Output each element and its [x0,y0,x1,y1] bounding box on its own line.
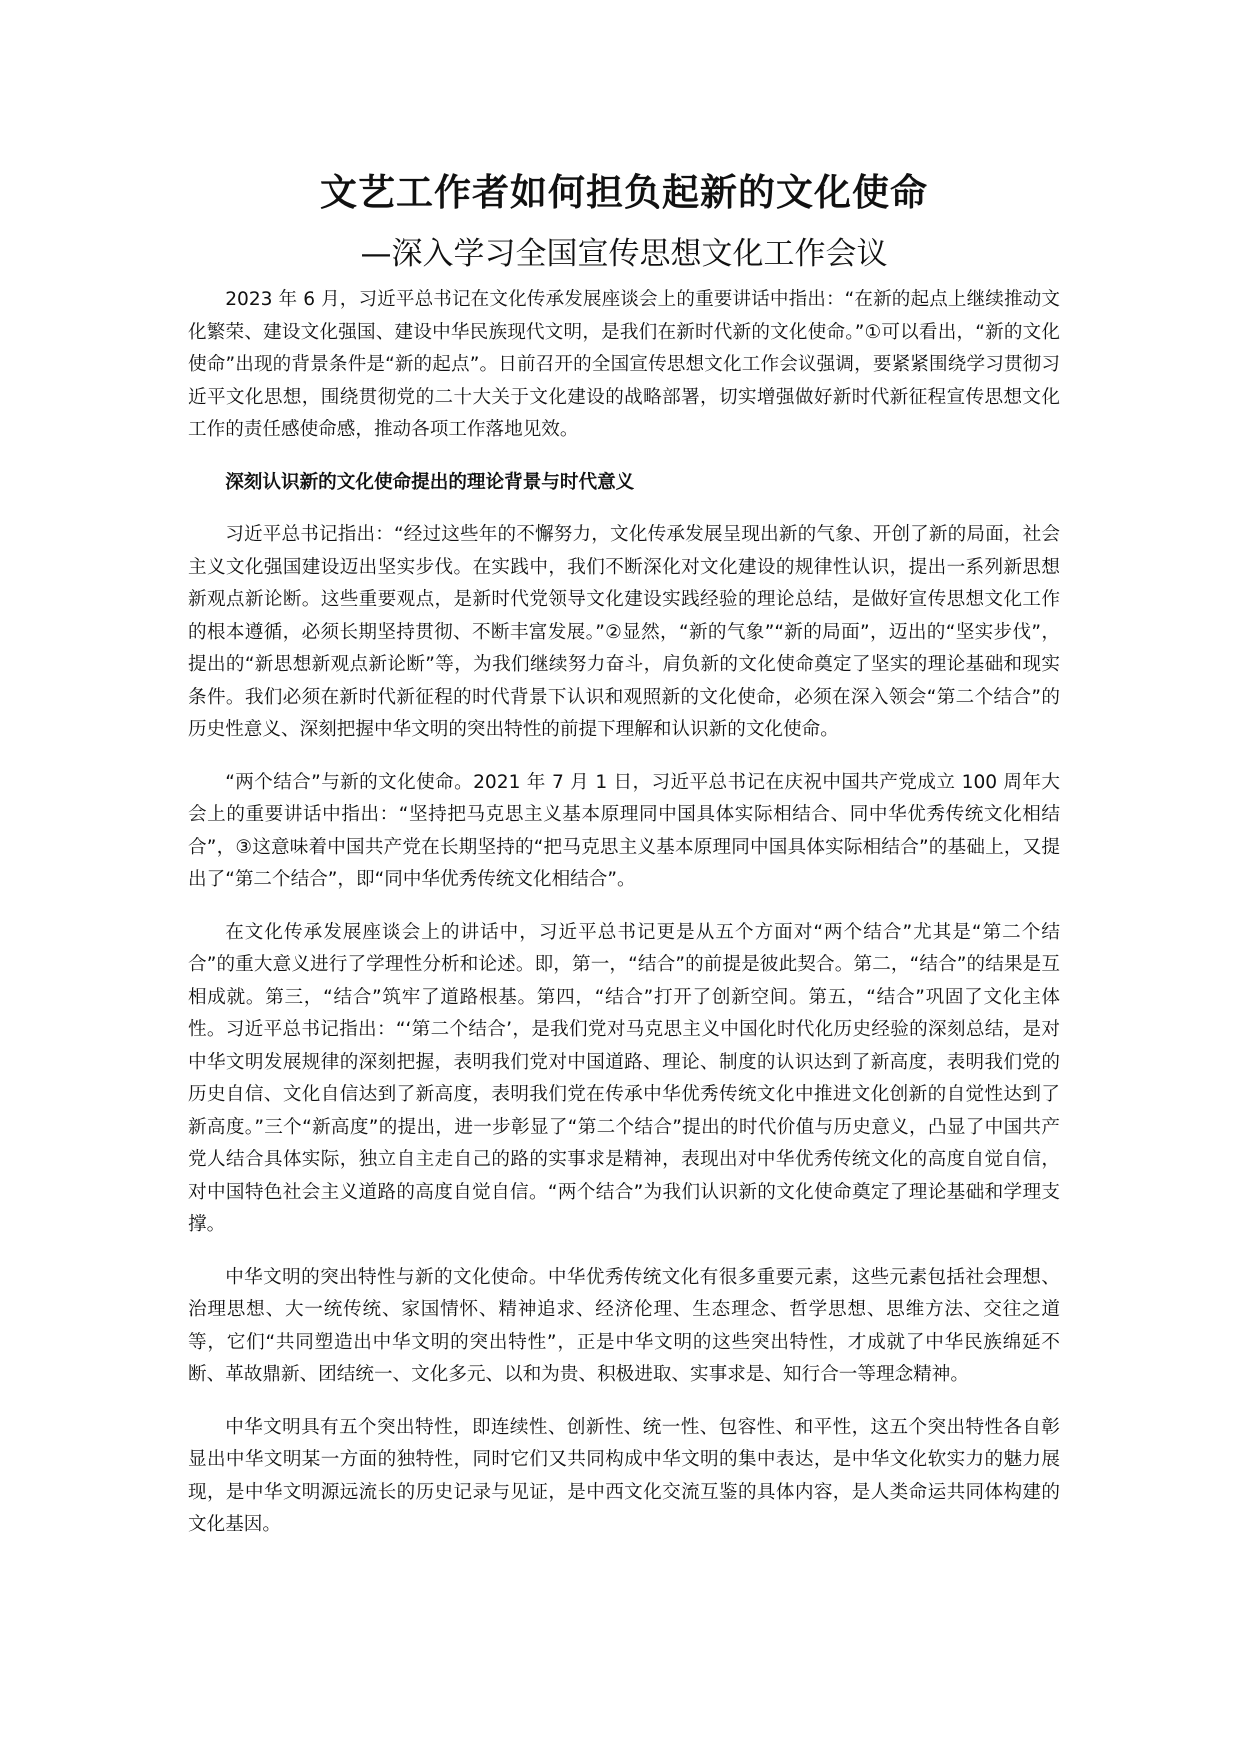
section-heading: 深刻认识新的文化使命提出的理论背景与时代意义 [225,471,635,493]
paragraph-4: 在文化传承发展座谈会上的讲话中，习近平总书记更是从五个方面对“两个结合”尤其是“第二个结合”的重大意义进行了学理性分析和论述。即，第一，“结合”的前提是彼此契合。第二，“结合”的结果是互相成就。第三，“结合”筑牢了道路根基。第四，“结合”打开了创新空间。第五，“结合”巩固了文化主体性。习近平总书记指出：“‘第二个结合’，是我们党对马克思主义中国化时代化历史经验的深刻总结，是对中华文明发展规律的深刻把握，表明我们党对中国道路、理论、制度的认识达到了新高度，表明我们党的历史自信、文化自信达到了新高度，表明我们党在传承中华优秀传统文化中推进文化创新的自觉性达到了新高度。”三个“新高度”的提出，进一步彰显了“第二个结合”提出的时代价值与历史意义，凸显了中国共产党人结合具体实际，独立自主走自己的路的实事求是精神，表现出对中华优秀传统文化的高度自觉自信，对中国特色社会主义道路的高度自觉自信。“两个结合”为我们认识新的文化使命奠定了理论基础和学理支撑。 [188,921,1060,1235]
paragraph-2: 习近平总书记指出：“经过这些年的不懈努力，文化传承发展呈现出新的气象、开创了新的局面，社会主义文化强国建设迈出坚实步伐。在实践中，我们不断深化对文化建设的规律性认识，提出一系列新思想新观点新论断。这些重要观点，是新时代党领导文化建设实践经验的理论总结，是做好宣传思想文化工作的根本遵循，必须长期坚持贯彻、不断丰富发展。”②显然，“新的气象”“新的局面”，迈出的“坚实步伐”，提出的“新思想新观点新论断”等，为我们继续努力奋斗，肩负新的文化使命奠定了坚实的理论基础和现实条件。我们必须在新时代新征程的时代背景下认识和观照新的文化使命，必须在深入领会“第二个结合”的历史性意义、深刻把握中华文明的突出特性的前提下理解和认识新的文化使命。 [188,524,1060,740]
paragraph-3: “两个结合”与新的文化使命。2021 年 7 月 1 日，习近平总书记在庆祝中国共产党成立 100 周年大会上的重要讲话中指出：“坚持把马克思主义基本原理同中国具体实际相结合、同中华优秀传统文化相结合”，③这意味着中国共产党在长期坚持的“把马克思主义基本原理同中国具体实际相结合”的基础上，又提出了“第二个结合”，即“同中华优秀传统文化相结合”。 [188,771,1060,890]
paragraph-6: 中华文明具有五个突出特性，即连续性、创新性、统一性、包容性、和平性，这五个突出特性各自彰显出中华文明某一方面的独特性，同时它们又共同构成中华文明的集中表达，是中华文化软实力的魅力展现，是中华文明源远流长的历史记录与见证，是中西文化交流互鉴的具体内容，是人类命运共同体构建的文化基因。 [188,1416,1060,1535]
paragraph-intro: 2023 年 6 月，习近平总书记在文化传承发展座谈会上的重要讲话中指出：“在新的起点上继续推动文化繁荣、建设文化强国、建设中华民族现代文明，是我们在新时代新的文化使命。”①可以看出，“新的文化使命”出现的背景条件是“新的起点”。日前召开的全国宣传思想文化工作会议强调，要紧紧围绕学习贯彻习近平文化思想，围绕贯彻党的二十大关于文化建设的战略部署，切实增强做好新时代新征程宣传思想文化工作的责任感使命感，推动各项工作落地见效。 [188,289,1060,440]
paragraph-5: 中华文明的突出特性与新的文化使命。中华优秀传统文化有很多重要元素，这些元素包括社会理想、治理思想、大一统传统、家国情怀、精神追求、经济伦理、生态理念、哲学思想、思维方法、交往之道等，它们“共同塑造出中华文明的突出特性”，正是中华文明的这些突出特性，才成就了中华民族绵延不断、革故鼎新、团结统一、文化多元、以和为贵、积极进取、实事求是、知行合一等理念精神。 [188,1266,1060,1385]
document-title: 文艺工作者如何担负起新的文化使命 [320,171,928,214]
document-subtitle: —深入学习全国宣传思想文化工作会议 [360,236,888,272]
